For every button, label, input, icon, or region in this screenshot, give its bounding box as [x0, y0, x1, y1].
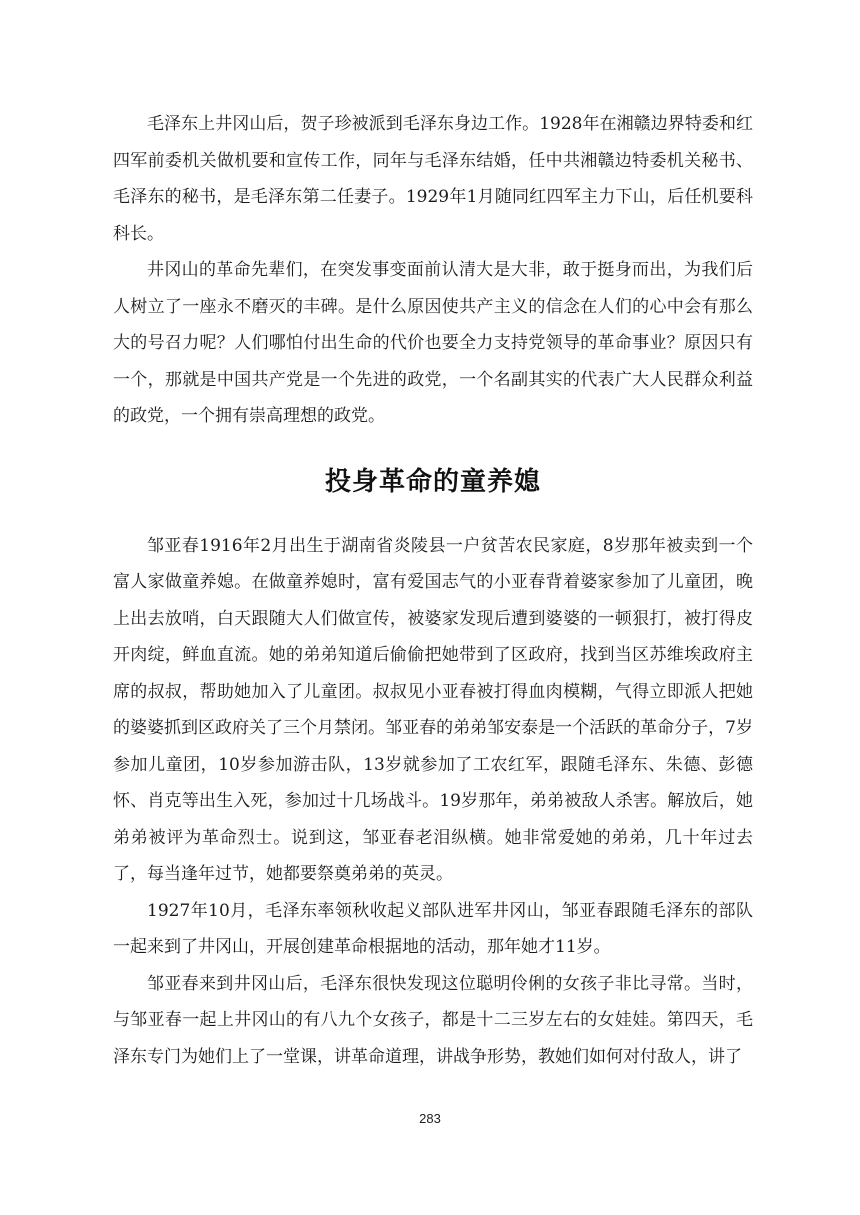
document-page — [113, 106, 753, 1075]
page-number: 283 — [419, 1111, 441, 1126]
paragraph: 邹亚春1916年2月出生于湖南省炎陵县一户贫苦农民家庭，8岁那年被卖到一个富人家做童养媳。在做童养媳时，富有爱国志气的小亚春背着婆家参加了儿童团，晚上出去放哨，白天跟随大人们做宣传，被婆家发现后遭到婆婆的一顿狠打，被打得皮开肉绽，鲜血直流。她的弟弟知道后偷偷把她带到了区政府，找到当区苏维埃政府主席的叔叔，帮助她加入了儿童团。叔叔见小亚春被打得血肉模糊，气得立即派人把她的婆婆抓到区政府关了三个月禁闭。邹亚春的弟弟邹安泰是一个活跃的革命分子，7岁参加儿童团，10岁参加游击队，13岁就参加了工农红军，跟随毛泽东、朱德、彭德怀、肖克等出生入死，参加过十几场战斗。19岁那年，弟弟被敌人杀害。解放后，她弟弟被评为革命烈士。说到这，邹亚春老泪纵横。她非常爱她的弟弟，几十年过去了，每当逢年过节，她都要祭奠弟弟的英灵。 — [113, 535, 753, 884]
paragraph: 井冈山的革命先辈们，在突发事变面前认清大是大非，敢于挺身而出，为我们后人树立了一座永不磨灭的丰碑。是什么原因使共产主义的信念在人们的心中会有那么大的号召力呢？人们哪怕付出生命的代价也要全力支持党领导的革命事业？原因只有一个，那就是中国共产党是一个先进的政党，一个名副其实的代表广大人民群众利益的政党，一个拥有崇高理想的政党。 — [113, 260, 753, 426]
section-title: 投身革命的童养媳 — [324, 466, 541, 497]
paragraph: 毛泽东上井冈山后，贺子珍被派到毛泽东身边工作。1928年在湘赣边界特委和红四军前委机关做机要和宣传工作，同年与毛泽东结婚，任中共湘赣边特委机关秘书、毛泽东的秘书，是毛泽东第二任妻子。1929年1月随同红四军主力下山，后任机要科科长。 — [113, 114, 753, 244]
paragraph: 1927年10月，毛泽东率领秋收起义部队进军井冈山，邹亚春跟随毛泽东的部队一起来到了井冈山，开展创建革命根据地的活动，那年她才11岁。 — [113, 900, 753, 957]
paragraph: 邹亚春来到井冈山后，毛泽东很快发现这位聪明伶俐的女孩子非比寻常。当时，与邹亚春一起上井冈山的有八九个女孩子，都是十二三岁左右的女娃娃。第四天，毛泽东专门为她们上了一堂课，讲革命道理，讲战争形势，教她们如何对付敌人，讲了 — [113, 973, 753, 1067]
